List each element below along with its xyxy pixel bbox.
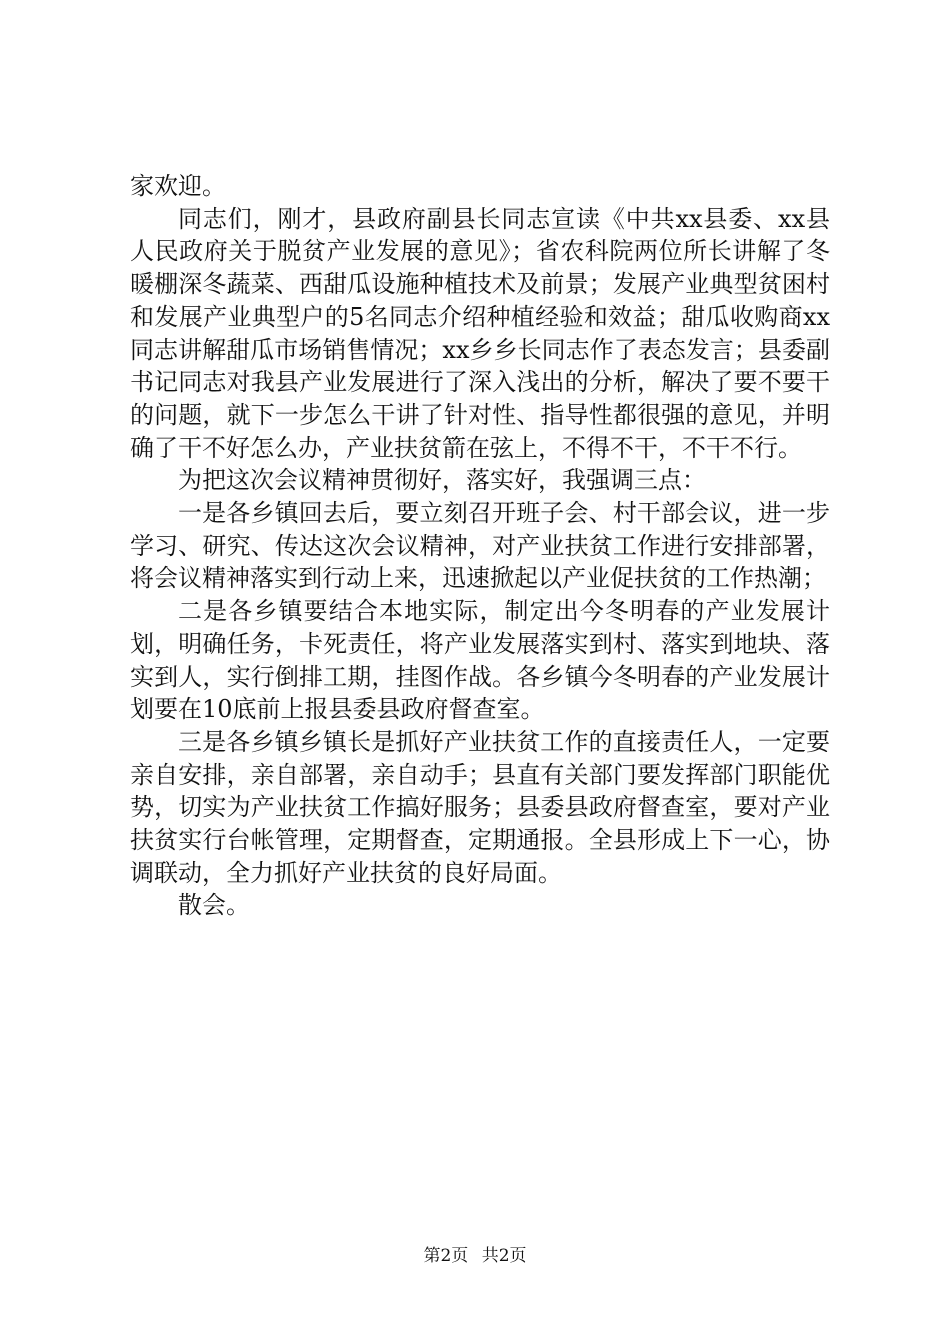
paragraph-closing: 散会。 <box>178 891 250 920</box>
paragraph-meeting-summary: 同志们，刚才，县政府副县长同志宣读《中共xx县委、xx县人民政府关于脱贫产业发展的意见》；省农科院两位所长讲解了冬暖棚深冬蔬菜、西甜瓜设施种植技术及前景；发展产业典型贫困村和发展产业典型户的5名同志介绍种植经验和效益；甜瓜收购商xx同志讲解甜瓜市场销售情况；xx乡乡长同志作了表态发言；县委副书记同志对我县产业发展进行了深入浅出的分析，解决了要不要干的问题，就下一步怎么干讲了针对性、指导性都很强的意见，并明确了干不好怎么办，产业扶贫箭在弦上，不得不干，不干不行。 <box>130 204 830 462</box>
paragraph-point-two: 二是各乡镇要结合本地实际，制定出今冬明春的产业发展计划，明确任务，卡死责任，将产业发展落实到村、落实到地块、落实到人，实行倒排工期，挂图作战。各乡镇今冬明春的产业发展计划要在10底前上报县委县政府督查室。 <box>130 597 830 724</box>
document-body <box>130 170 830 922</box>
paragraph-point-three: 三是各乡镇乡镇长是抓好产业扶贫工作的直接责任人，一定要亲自安排，亲自部署，亲自动手；县直有关部门要发挥部门职能优势，切实为产业扶贫工作搞好服务；县委县政府督查室，要对产业扶贫实行台帐管理，定期督查，定期通报。全县形成上下一心，协调联动，全力抓好产业扶贫的良好局面。 <box>130 727 830 887</box>
paragraph-point-one: 一是各乡镇回去后，要立刻召开班子会、村干部会议，进一步学习、研究、传达这次会议精神，对产业扶贫工作进行安排部署，将会议精神落实到行动上来，迅速掀起以产业促扶贫的工作热潮； <box>130 499 830 593</box>
paragraph-continuation: 家欢迎。 <box>130 172 226 200</box>
page-footer <box>0 1244 950 1268</box>
page-number-current: 第2页 <box>423 1246 469 1266</box>
page-number-total: 共2页 <box>481 1246 527 1266</box>
paragraph-three-points-intro: 为把这次会议精神贯彻好，落实好，我强调三点： <box>178 466 706 495</box>
